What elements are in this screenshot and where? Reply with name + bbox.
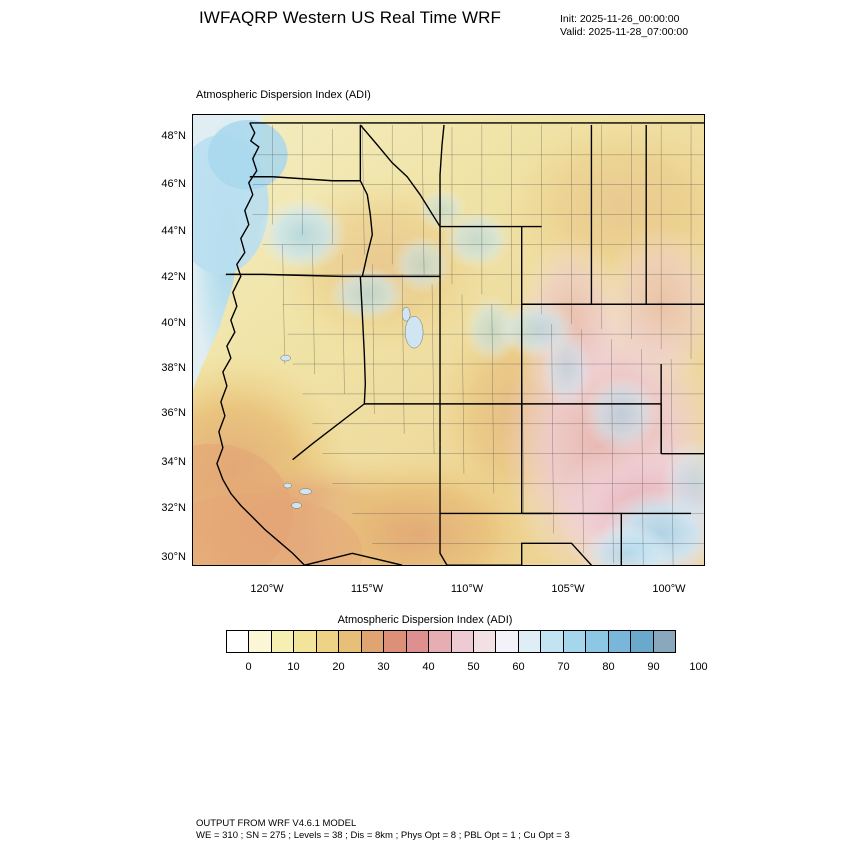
- colorbar-swatch-12: [496, 631, 518, 652]
- cbar-tick-70: 70: [557, 661, 570, 673]
- cbar-tick-100: 100: [689, 661, 708, 673]
- cbar-tick-0: 0: [245, 661, 252, 673]
- cbar-tick-10: 10: [287, 661, 300, 673]
- cbar-tick-30: 30: [377, 661, 390, 673]
- cbar-tick-50: 50: [467, 661, 480, 673]
- init-time: Init: 2025-11-26_00:00:00: [560, 13, 680, 25]
- colorbar-swatch-0: [227, 631, 249, 652]
- valid-time: Valid: 2025-11-28_07:00:00: [560, 26, 689, 38]
- page-title: IWFAQRP Western US Real Time WRF: [198, 8, 501, 27]
- colorbar: [226, 630, 676, 653]
- lon-tick-110: 110°W: [450, 583, 484, 595]
- lat-tick-30: 30°N: [161, 551, 186, 563]
- cbar-tick-80: 80: [602, 661, 615, 673]
- lon-tick-105: 105°W: [551, 583, 585, 595]
- cbar-tick-20: 20: [332, 661, 345, 673]
- latitude-axis: [124, 114, 186, 566]
- run-info: [560, 13, 688, 39]
- colorbar-ticks: [226, 655, 708, 675]
- colorbar-swatch-7: [384, 631, 406, 652]
- colorbar-swatch-11: [474, 631, 496, 652]
- lon-tick-115: 115°W: [350, 583, 384, 595]
- map-plot-area[interactable]: [192, 114, 705, 566]
- plot-title: Atmospheric Dispersion Index (ADI): [196, 89, 371, 101]
- cbar-tick-90: 90: [647, 661, 660, 673]
- colorbar-swatch-8: [407, 631, 429, 652]
- colorbar-swatch-13: [519, 631, 541, 652]
- colorbar-swatch-2: [272, 631, 294, 652]
- lat-tick-40: 40°N: [161, 317, 186, 329]
- lat-tick-34: 34°N: [161, 456, 186, 468]
- cbar-tick-60: 60: [512, 661, 525, 673]
- lat-tick-48: 48°N: [161, 130, 186, 142]
- colorbar-swatch-15: [564, 631, 586, 652]
- colorbar-swatch-1: [249, 631, 271, 652]
- colorbar-swatch-6: [362, 631, 384, 652]
- colorbar-swatch-5: [339, 631, 361, 652]
- colorbar-swatch-14: [541, 631, 563, 652]
- colorbar-swatch-9: [429, 631, 451, 652]
- longitude-axis: [192, 566, 705, 606]
- lat-tick-42: 42°N: [161, 271, 186, 283]
- footer-line-1: OUTPUT FROM WRF V4.6.1 MODEL: [196, 818, 357, 829]
- colorbar-swatch-17: [609, 631, 631, 652]
- colorbar-swatch-16: [586, 631, 608, 652]
- lon-tick-120: 120°W: [250, 583, 284, 595]
- colorbar-title: Atmospheric Dispersion Index (ADI): [337, 614, 513, 626]
- footer-line-2: WE = 310 ; SN = 275 ; Levels = 38 ; Dis = 8km ; Phys Opt = 8 ; PBL Opt = 1 ; Cu Opt = 3: [196, 830, 570, 841]
- model-output-info: [196, 818, 570, 842]
- lat-tick-32: 32°N: [161, 502, 186, 514]
- lat-tick-38: 38°N: [161, 362, 186, 374]
- colorbar-swatch-18: [631, 631, 653, 652]
- cbar-tick-40: 40: [422, 661, 435, 673]
- lat-tick-36: 36°N: [161, 407, 186, 419]
- lat-tick-44: 44°N: [161, 225, 186, 237]
- lon-tick-100: 100°W: [652, 583, 686, 595]
- lat-tick-46: 46°N: [161, 178, 186, 190]
- colorbar-swatch-3: [294, 631, 316, 652]
- colorbar-swatch-10: [452, 631, 474, 652]
- map-canvas: [193, 115, 704, 565]
- colorbar-swatch-19: [654, 631, 675, 652]
- colorbar-swatch-4: [317, 631, 339, 652]
